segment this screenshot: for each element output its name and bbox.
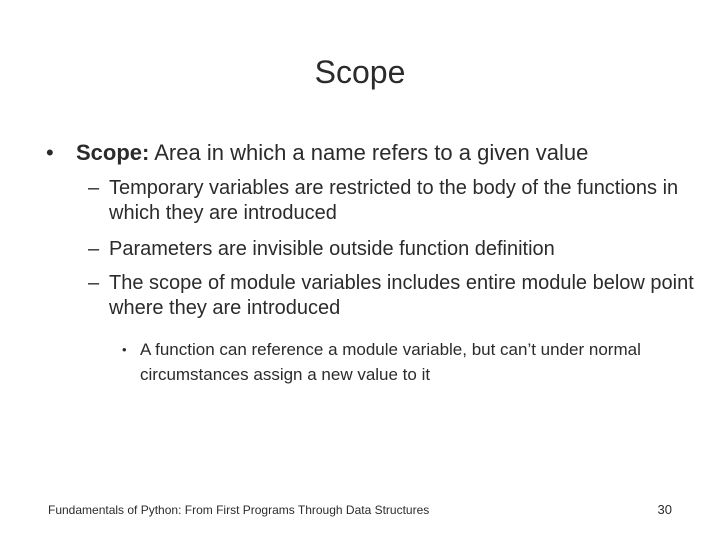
sub-bullet-module-variables (88, 271, 698, 321)
bullet-marker: • (46, 140, 54, 165)
sub-bullet-text: Parameters are invisible outside function definition (109, 238, 555, 260)
dash-marker: – (88, 238, 100, 260)
footer-text: Fundamentals of Python: From First Programs Through Data Structures (48, 503, 430, 517)
page-number: 30 (657, 502, 672, 517)
dash-marker: – (88, 272, 100, 294)
bullet-marker: • (122, 342, 127, 357)
sub-sub-bullet-text: A function can reference a module variable, but can’t under normal circumstances assign a new value to it (140, 340, 641, 384)
main-bullet (46, 139, 696, 167)
bullet-term: Scope: (76, 140, 150, 165)
sub-bullet-text: Temporary variables are restricted to the body of the functions in which they are introduced (109, 177, 679, 224)
sub-bullet-parameters (88, 237, 698, 262)
main-bullet-content (76, 139, 588, 167)
bullet-text: Area in which a name refers to a given value (149, 140, 589, 165)
sub-bullet-text: The scope of module variables includes entire module below point where they are introduced (109, 272, 694, 319)
sub-sub-bullet-function-reference (122, 337, 682, 387)
slide-title: Scope (314, 54, 406, 90)
dash-marker: – (88, 177, 100, 199)
sub-bullet-temporary-variables (88, 176, 698, 226)
